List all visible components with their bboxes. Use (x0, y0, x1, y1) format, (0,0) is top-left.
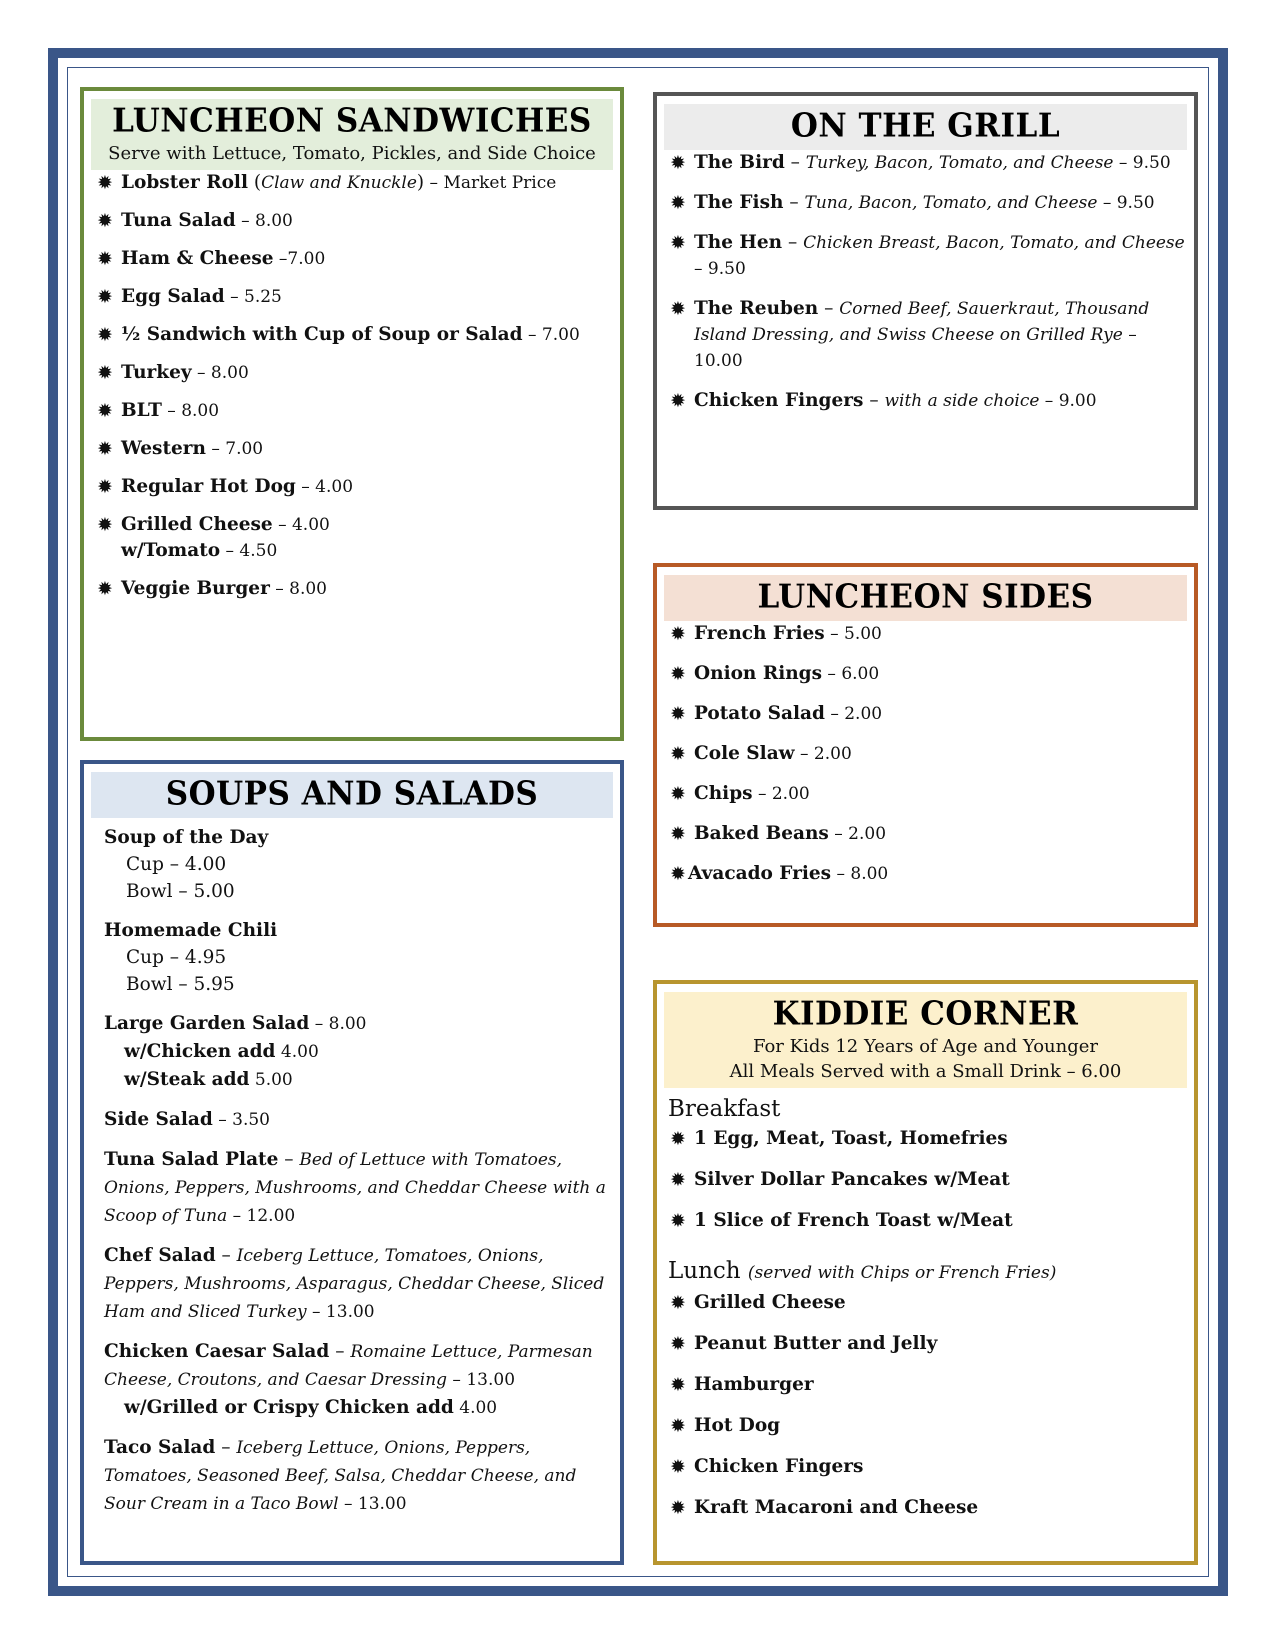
list-item (664, 621, 1187, 647)
list-item (91, 576, 613, 602)
item-name: Chicken Fingers (694, 390, 864, 411)
item-name: Silver Dollar Pancakes w/Meat (694, 1169, 1010, 1190)
item-description: Tuna, Bacon, Tomato, and Cheese (804, 193, 1098, 213)
item-name: Grilled Cheese (121, 514, 273, 535)
list-item (664, 1208, 1187, 1234)
bullet-icon: ✹ (670, 298, 686, 320)
item-price: – 4.00 (272, 515, 330, 535)
item-name: Avacado Fries (688, 863, 832, 884)
item-price: – 8.00 (161, 401, 220, 421)
lunch-label: Lunch (668, 1258, 741, 1284)
item-name: Taco Salad (104, 1437, 216, 1458)
item-price: – 2.00 (794, 744, 852, 764)
bullet-icon: ✹ (670, 1169, 686, 1191)
item-separator: – (784, 152, 806, 173)
item-separator: – (863, 390, 885, 411)
item-name: The Hen (694, 232, 783, 253)
item-name: Ham & Cheese (121, 248, 274, 269)
lunch-heading (668, 1256, 1187, 1288)
bullet-icon: ✹ (670, 823, 686, 845)
bullet-icon: ✹ (670, 1374, 686, 1396)
item-price: – 2.00 (824, 704, 883, 724)
item-description: Turkey, Bacon, Tomato, and Cheese (805, 153, 1114, 173)
item-name: Peanut Butter and Jelly (694, 1333, 938, 1354)
bullet-icon: ✹ (97, 514, 113, 536)
bullet-icon: ✹ (97, 324, 113, 346)
bullet-icon: ✹ (97, 578, 113, 600)
item-paren: ) (416, 172, 425, 193)
item-price: – 2.00 (828, 824, 887, 844)
on-the-grill-section (653, 92, 1198, 510)
list-item (91, 360, 613, 386)
bullet-icon: ✹ (670, 1497, 686, 1519)
bullet-icon: ✹ (670, 232, 686, 254)
section-subtitle: All Meals Served with a Small Drink – 6.00 (729, 1061, 1122, 1082)
section-title: LUNCHEON SIDES (757, 578, 1094, 616)
section-header (664, 575, 1187, 621)
item-name: The Bird (694, 152, 785, 173)
section-title: SOUPS AND SALADS (165, 775, 539, 813)
taco-salad (104, 1434, 613, 1518)
section-header (664, 104, 1187, 150)
item-option-name: w/Chicken add (124, 1041, 276, 1062)
section-header (91, 772, 613, 818)
item-name: Potato Salad (694, 703, 825, 724)
item-name: Baked Beans (694, 823, 829, 844)
list-item (664, 1331, 1187, 1357)
item-price: – 8.00 (309, 1014, 367, 1034)
list-item (664, 1126, 1187, 1152)
sandwich-list (91, 170, 613, 602)
list-item (664, 861, 1187, 887)
list-item (91, 284, 613, 310)
section-title: LUNCHEON SANDWICHES (112, 102, 592, 140)
item-separator: – (783, 192, 805, 213)
grill-list (664, 150, 1187, 414)
bullet-icon: ✹ (97, 210, 113, 232)
item-name: Soup of the Day (104, 827, 269, 848)
bullet-icon: ✹ (670, 743, 686, 765)
list-item (91, 436, 613, 462)
item-option-name: w/Tomato (121, 540, 221, 561)
item-price: – Market Price (424, 173, 557, 193)
item-name: Lobster Roll (121, 172, 248, 193)
bullet-icon: ✹ (670, 703, 686, 725)
list-item (664, 701, 1187, 727)
item-name: Tuna Salad Plate (104, 1149, 279, 1170)
item-description: Iceberg Lettuce, Tomatoes, Onions, Peppers, Mushrooms, Asparagus, Cheddar Cheese, Sliced Ham and Sliced Turkey (104, 1246, 605, 1322)
bullet-icon: ✹ (97, 362, 113, 384)
item-name: Side Salad (104, 1109, 213, 1130)
bullet-icon: ✹ (670, 390, 686, 412)
list-item (664, 1495, 1187, 1521)
item-price: – 9.50 (1097, 193, 1155, 213)
item-option-name: w/Grilled or Crispy Chicken add (124, 1397, 454, 1418)
item-price: – 9.50 (1113, 153, 1171, 173)
item-price: – 2.00 (752, 784, 810, 804)
list-item (91, 170, 613, 196)
item-description: with a side choice (884, 391, 1040, 411)
section-title: KIDDIE CORNER (772, 995, 1079, 1033)
bullet-icon: ✹ (670, 1333, 686, 1355)
item-name: Large Garden Salad (104, 1013, 310, 1034)
soup-of-the-day (104, 824, 613, 905)
list-item (664, 661, 1187, 687)
item-size-price: Cup – 4.95 (126, 947, 227, 968)
item-name: The Fish (694, 192, 784, 213)
item-price: – 7.00 (205, 439, 264, 459)
item-price: – 13.00 (338, 1494, 407, 1514)
item-price: –7.00 (273, 249, 326, 269)
item-size-price: Bowl – 5.95 (126, 974, 235, 995)
bullet-icon: ✹ (97, 286, 113, 308)
list-item (664, 388, 1187, 414)
list-item (91, 398, 613, 424)
kids-lunch-list (664, 1290, 1187, 1521)
bullet-icon: ✹ (670, 192, 686, 214)
section-subtitle: Serve with Lettuce, Tomato, Pickles, and Side Choice (108, 143, 596, 164)
bullet-icon: ✹ (97, 438, 113, 460)
large-garden-salad (104, 1010, 613, 1094)
list-item (664, 296, 1187, 374)
item-size-price: Bowl – 5.00 (126, 881, 235, 902)
item-name: Hot Dog (694, 1415, 781, 1436)
item-price: – 8.00 (191, 363, 249, 383)
item-option-price: 5.00 (249, 1070, 293, 1090)
bullet-icon: ✹ (670, 1456, 686, 1478)
item-name: The Reuben (694, 298, 819, 319)
item-separator: – (782, 232, 804, 253)
item-name: Egg Salad (121, 286, 225, 307)
luncheon-sides-section (653, 563, 1198, 927)
item-name: 1 Slice of French Toast w/Meat (694, 1210, 1013, 1231)
item-price: – 5.25 (224, 287, 282, 307)
list-item (664, 1372, 1187, 1398)
bullet-icon: ✹ (97, 476, 113, 498)
item-name: 1 Egg, Meat, Toast, Homefries (694, 1128, 1008, 1149)
bullet-icon: ✹ (97, 400, 113, 422)
item-price: – 10.00 (694, 325, 1137, 371)
item-separator: – (818, 298, 840, 319)
breakfast-label: Breakfast (668, 1096, 781, 1122)
luncheon-sandwiches-section (80, 87, 624, 741)
item-name: Kraft Macaroni and Cheese (694, 1497, 979, 1518)
item-price: – 8.00 (235, 211, 293, 231)
bullet-icon: ✹ (670, 1292, 686, 1314)
item-price: – 5.00 (824, 624, 882, 644)
sides-list (664, 621, 1187, 887)
section-subtitle: For Kids 12 Years of Age and Younger (752, 1036, 1099, 1057)
list-item (664, 190, 1187, 216)
item-separator: – (215, 1437, 237, 1458)
bullet-icon: ✹ (670, 1415, 686, 1437)
item-name: Western (121, 438, 206, 459)
item-description: Bed of Lettuce with Tomatoes, Onions, Peppers, Mushrooms, and Cheddar Cheese with a Scoop of Tuna (104, 1150, 606, 1226)
bullet-icon: ✹ (670, 623, 686, 645)
item-price: – 3.50 (212, 1110, 271, 1130)
item-price: – 12.00 (227, 1206, 296, 1226)
item-price: – 9.50 (694, 259, 746, 279)
list-item (91, 208, 613, 234)
item-paren: ( (247, 172, 262, 193)
item-name: Regular Hot Dog (121, 476, 296, 497)
item-price: – 6.00 (822, 664, 880, 684)
item-name: Chips (694, 783, 753, 804)
list-item (91, 512, 613, 564)
list-item (664, 1454, 1187, 1480)
item-name: Chef Salad (104, 1245, 216, 1266)
item-price: – 13.00 (447, 1370, 516, 1390)
breakfast-heading (668, 1094, 1187, 1124)
item-description: Chicken Breast, Bacon, Tomato, and Cheese (803, 233, 1185, 253)
item-price: – 8.00 (831, 864, 889, 884)
item-description: Romaine Lettuce, Parmesan Cheese, Croutons, and Caesar Dressing (104, 1342, 593, 1390)
list-item (91, 246, 613, 272)
item-option-price: 4.00 (453, 1398, 498, 1418)
list-item (664, 1413, 1187, 1439)
list-item (91, 474, 613, 500)
item-option-name: w/Steak add (124, 1069, 250, 1090)
soups-and-salads-section (80, 760, 624, 1565)
item-separator: – (215, 1245, 237, 1266)
kids-breakfast-list (664, 1126, 1187, 1234)
tuna-salad-plate (104, 1146, 613, 1230)
item-name: Onion Rings (694, 663, 823, 684)
item-option-price: 4.00 (275, 1042, 319, 1062)
item-name: Homemade Chili (104, 920, 278, 941)
item-name: Hamburger (694, 1374, 814, 1395)
bullet-icon: ✹ (670, 1210, 686, 1232)
chef-salad (104, 1242, 613, 1326)
item-description: Corned Beef, Sauerkraut, Thousand Island Dressing, and Swiss Cheese on Grilled Rye (694, 299, 1150, 345)
item-name: Chicken Caesar Salad (104, 1341, 330, 1362)
kiddie-corner-section (653, 980, 1198, 1565)
item-option-price: – 4.50 (220, 541, 278, 561)
homemade-chili (104, 917, 613, 998)
side-salad (104, 1106, 613, 1134)
bullet-icon: ✹ (97, 248, 113, 270)
item-name: Tuna Salad (121, 210, 236, 231)
item-size-price: Cup – 4.00 (126, 854, 227, 875)
list-item (664, 150, 1187, 176)
item-name: Grilled Cheese (694, 1292, 846, 1313)
list-item (664, 230, 1187, 282)
item-separator: – (278, 1149, 300, 1170)
item-name: Chicken Fingers (694, 1456, 864, 1477)
lunch-note: (served with Chips or French Fries) (747, 1263, 1057, 1283)
item-name: Turkey (121, 362, 192, 383)
item-separator: – (329, 1341, 351, 1362)
bullet-icon: ✹ (670, 783, 686, 805)
chicken-caesar-salad (104, 1338, 613, 1422)
item-name: ½ Sandwich with Cup of Soup or Salad (121, 324, 523, 345)
item-name: French Fries (694, 623, 825, 644)
item-name: Veggie Burger (121, 578, 270, 599)
list-item (664, 1290, 1187, 1316)
bullet-icon: ✹ (670, 1128, 686, 1150)
list-item (664, 1167, 1187, 1193)
item-description: Claw and Knuckle (261, 173, 417, 193)
list-item (91, 322, 613, 348)
item-description: Iceberg Lettuce, Onions, Peppers, Tomatoes, Seasoned Beef, Salsa, Cheddar Cheese, and Sour Cream in a Taco Bowl (104, 1438, 577, 1514)
item-price: – 9.00 (1039, 391, 1097, 411)
item-price: – 7.00 (522, 325, 580, 345)
bullet-icon: ✹ (97, 172, 113, 194)
section-header (91, 99, 613, 170)
bullet-icon: ✹ (670, 663, 686, 685)
item-price: – 8.00 (269, 579, 327, 599)
item-price: – 13.00 (306, 1302, 375, 1322)
bullet-icon: ✹ (670, 152, 686, 174)
section-title: ON THE GRILL (790, 107, 1061, 145)
list-item (664, 821, 1187, 847)
section-header (664, 992, 1187, 1088)
item-price: – 4.00 (295, 477, 354, 497)
item-name: Cole Slaw (694, 743, 795, 764)
list-item (664, 781, 1187, 807)
item-name: BLT (121, 400, 162, 421)
list-item (664, 741, 1187, 767)
bullet-icon: ✹ (670, 863, 686, 885)
